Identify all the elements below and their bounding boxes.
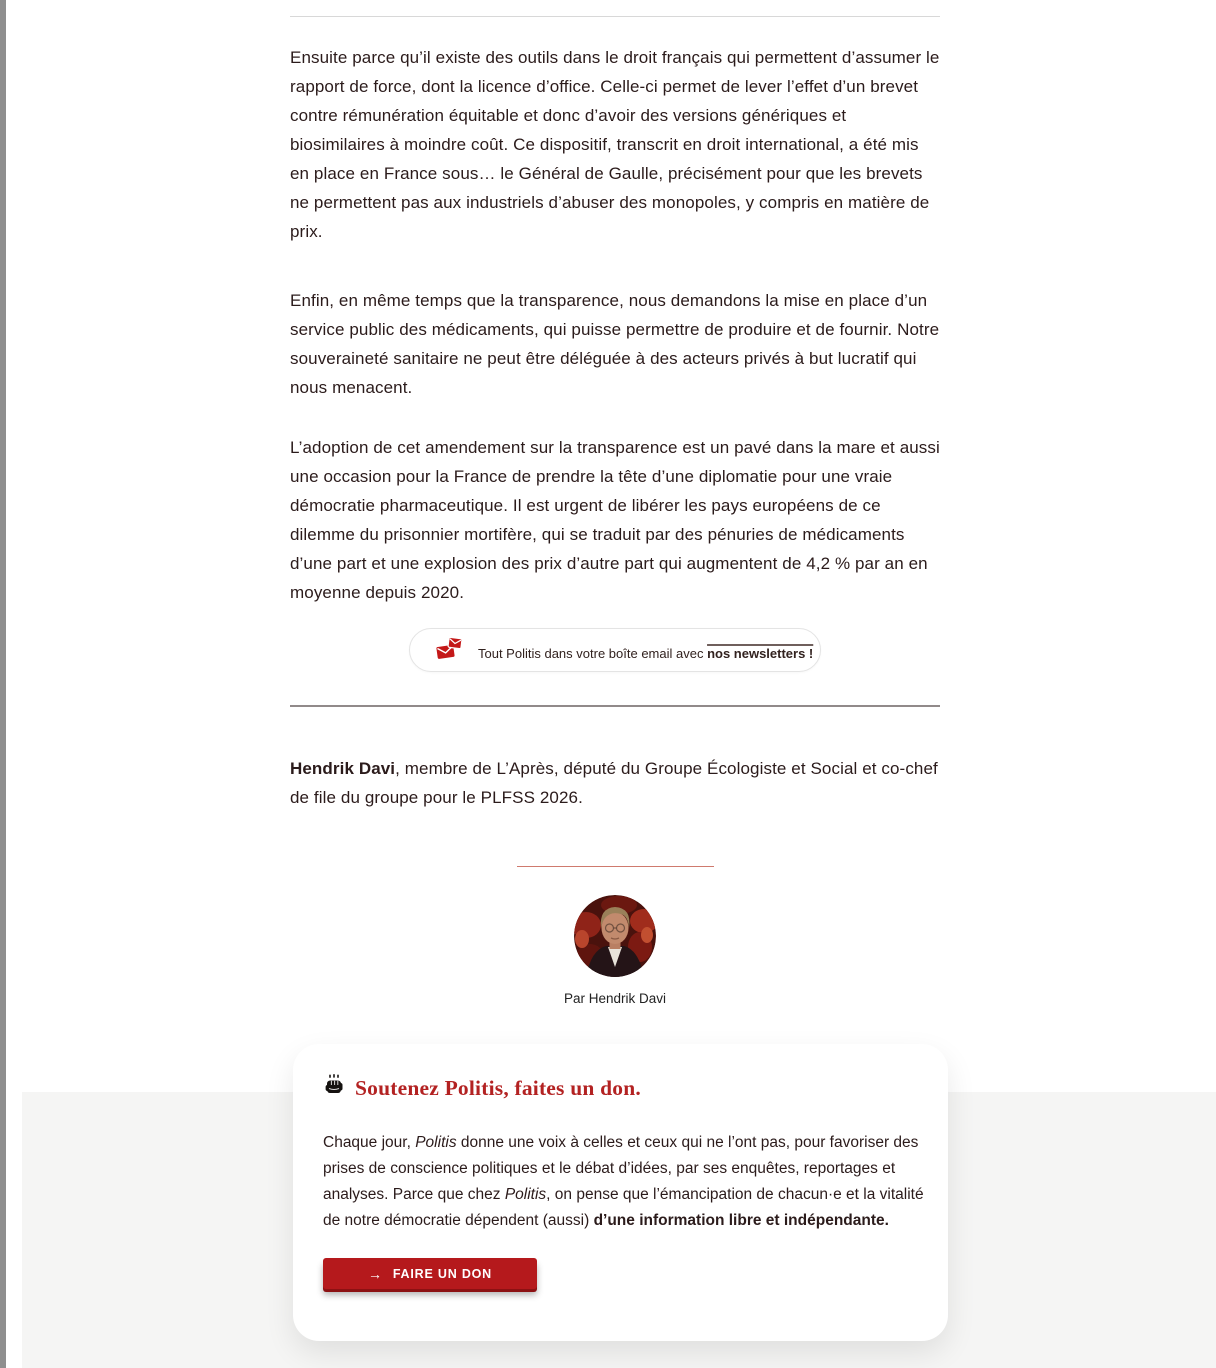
- article-content-column: [290, 0, 940, 1006]
- author-avatar[interactable]: [574, 895, 656, 977]
- vertical-scrollbar[interactable]: [0, 0, 6, 1368]
- author-separator: [517, 866, 714, 867]
- newsletters-envelope-icon: [436, 636, 464, 668]
- newsletter-text-prefix: Tout Politis dans votre boîte email avec: [478, 646, 708, 661]
- donation-header: [323, 1074, 918, 1103]
- article-paragraph: Enfin, en même temps que la transparence, nous demandons la mise en place d’un service public des médicaments, qui puisse permettre de produire et de fournir. Notre souveraineté sanitaire ne peut être déléguée à des acteurs privés à but lucratif qui nous menacent.: [290, 291, 940, 397]
- author-caption: Par Hendrik Davi: [563, 991, 667, 1006]
- author-bio: Hendrik Davi, membre de L’Après, député du Groupe Écologiste et Social et co-chef de file du groupe pour le PLFSS 2026.: [290, 759, 938, 807]
- article-paragraph: L’adoption de cet amendement sur la transparence est un pavé dans la mare et aussi une occasion pour la France de prendre la tête d’une diplomatie pour une vraie démocratie pharmaceutique. Il est urgent de libérer les pays européens de ce dilemme du prisonnier mortifère, qui se traduit par des pénuries de médicaments d’une part et une explosion des prix d’autre part qui augmentent de 4,2 % par an en moyenne depuis 2020.: [290, 438, 940, 602]
- arrow-right-icon: →: [368, 1265, 383, 1282]
- newsletter-text: [478, 646, 813, 661]
- raised-fist-icon: [323, 1074, 345, 1103]
- top-divider: [290, 16, 940, 17]
- donate-button-label: FAIRE UN DON: [392, 1266, 492, 1281]
- donate-button[interactable]: [323, 1258, 537, 1289]
- donation-title: Soutenez Politis, faites un don.: [355, 1076, 641, 1100]
- newsletter-link[interactable]: nos newsletters !: [707, 646, 814, 661]
- section-divider: [290, 705, 940, 707]
- person-photo: [574, 895, 656, 977]
- donation-card: [293, 1044, 948, 1341]
- article-paragraph: Ensuite parce qu’il existe des outils dans le droit français qui permettent d’assumer le rapport de force, dont la licence d’office. Celle-ci permet de lever l’effet d’un brevet contre rémunération équitable et donc d’avoir des versions génériques et biosimilaires à moindre coût. Ce dispositif, transcrit en droit international, a été mis en place en France sous… le Général de Gaulle, précisément pour que les brevets ne permettent pas aux industriels d’abuser des monopoles, y compris en matière de prix.: [290, 48, 940, 241]
- donation-body: Chaque jour, Politis donne une voix à celles et ceux qui ne l’ont pas, pour favoriser des prises de conscience politiques et le débat d’idées, par ses enquêtes, reportages et analyses. Parce que chez Politis, on pense que l’émancipation de chacun·e et la vitalité de notre démocratie dépendent (aussi) d’une information libre et indépendante.: [323, 1134, 924, 1229]
- newsletter-cta[interactable]: [409, 628, 821, 672]
- author-block: [290, 895, 940, 1006]
